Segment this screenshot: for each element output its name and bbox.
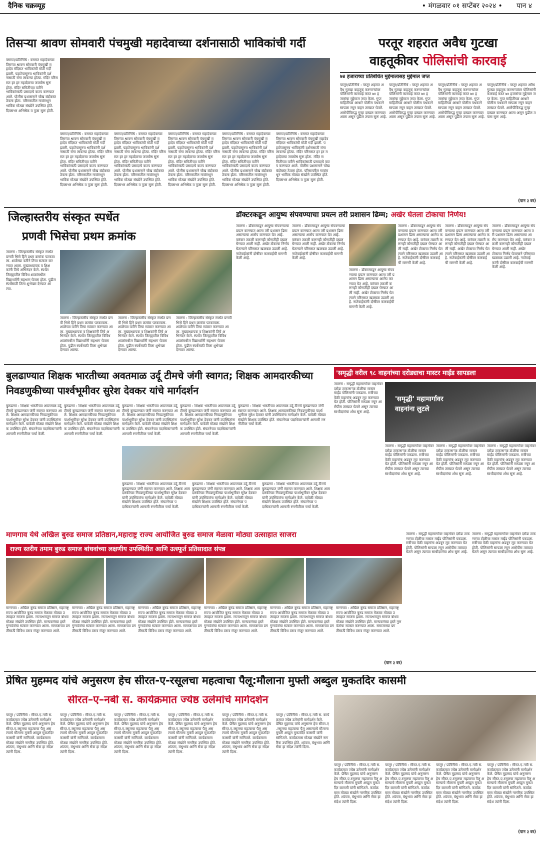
story5-body-col2: बुलढाणा : शिक्षक भारतीच्या अवतमाळ उर्दू टीमचे बुलढाण्यात जंगी स्वागत करण्यात आले. शिक्षक आमदारकीच्या निवडणुकीच्या पार्श्वभूमीवर सुरेश देवकर यांनी उपस्थितांना मार्गदर्शन केले. यावेळी मोठ्या संख्येने शिक्षक उपस्थित होते. संघटनेच्या पदाधिकाऱ्यांनी आगामी रणनीतीवर चर्चा केली. [64,404,120,436]
story3-body-col3: जालना : जिल्हास्तरीय संस्कृत स्पर्धेत प्रणवी भिसे हिने प्रथम क्रमांक पटकावला. शाळेच्या वतीने तिचा सत्कार करण्यात आला. मुख्याध्यापक व शिक्षकांनी तिचे अभिनंदन केले. स्पर्धेत जिल्ह्यातील विविध शाळांमधील विद्यार्थ्यांनी सहभाग घेतला होता. पुढील स्पर्धेसाठी तिला शुभेच्छा देण्यात आल्या. [118,316,171,353]
story6-body-col2: जालना : समृद्धी महामार्गावर वाहनांवर दरोडा टाकणाऱ्या टोळीचा मास्टर माईंड पोलिसांनी पकडला. रात्रीच्या वेळी वाहनांना अडवून लूट करण्यात येत होती. पोलिसांनी सापळा रचून आरोपीस ताब्यात घेतले असून त्याच्या साथीदारांचा शोध सुरू आहे. [385,444,434,476]
story1-body-left: वसमत/प्रतिनिधि : वसमत महादेवाच्या तिसऱ्या श्रावण सोमवारी पंचमुखी महादेव मंदिरात भाविकांची मोठी गर्दी झाली. पहाटेपासूनच भाविकांनी दर्शनासाठी रांगा लावल्या होत्या. मंदिर परिसरात हर हर महादेवाचा जयघोष सुरू होता. मंदिर समितीच्या वतीने भाविकांसाठी प्रसादाचे वाटप करण्यात आले. पोलीस प्रशासनाने चोख बंदोबस्त ठेवला होता. परिसरातील गावांमधून भाविक मोठ्या संख्येने उपस्थित होते. दिवसभर अभिषेक व पूजा सुरू होती. [6,58,58,113]
story7-body-col6: माणगाव : अखिल बुरुड समाज प्रतिष्ठान, महाराष्ट्र राज्य आयोजित बुरुड समाज मेळावा मोठ्या उत्साहात साजरा झाला. राज्यभरातून समाज बांधव मोठ्या संख्येने उपस्थित होते. मान्यवरांच्या हस्ते गुणवंतांचा सत्कार करण्यात आला. समाजाच्या प्रगतीसाठी विविध ठराव मंजूर करण्यात आले. [336,606,402,633]
story2-headline-line2 [340,54,536,71]
story4-headline-red: अखेर घेतला टोकाचा निर्णय! [390,211,467,219]
story5-body-col7: बुलढाणा : शिक्षक भारतीच्या अवतमाळ उर्दू टीमचे बुलढाण्यात जंगी स्वागत करण्यात आले. शिक्षक आमदारकीच्या निवडणुकीच्या पार्श्वभूमीवर सुरेश देवकर यांनी उपस्थितांना मार्गदर्शन केले. यावेळी मोठ्या संख्येने शिक्षक उपस्थित होते. संघटनेच्या पदाधिकाऱ्यांनी आगामी रणनीतीवर चर्चा केली. [192,482,260,509]
story6-caption-line1: 'समृद्धी' महामार्गावर [395,395,444,403]
story3-photo-felicitation [60,250,146,314]
story7-body-col4: माणगाव : अखिल बुरुड समाज प्रतिष्ठान, महाराष्ट्र राज्य आयोजित बुरुड समाज मेळावा मोठ्या उत्साहात साजरा झाला. राज्यभरातून समाज बांधव मोठ्या संख्येने उपस्थित होते. मान्यवरांच्या हस्ते गुणवंतांचा सत्कार करण्यात आला. समाजाच्या प्रगतीसाठी विविध ठराव मंजूर करण्यात आले. [204,606,268,633]
story1-body-col4: वसमत/प्रतिनिधि : वसमत महादेवाच्या तिसऱ्या श्रावण सोमवारी पंचमुखी महादेव मंदिरात भाविकांची मोठी गर्दी झाली. पहाटेपासूनच भाविकांनी दर्शनासाठी रांगा लावल्या होत्या. मंदिर परिसरात हर हर महादेवाचा जयघोष सुरू होता. मंदिर समितीच्या वतीने भाविकांसाठी प्रसादाचे वाटप करण्यात आले. पोलीस प्रशासनाने चोख बंदोबस्त ठेवला होता. परिसरातील गावांमधून भाविक मोठ्या संख्येने उपस्थित होते. दिवसभर अभिषेक व पूजा सुरू होती. [222,132,274,187]
story4-body-col5: जालना : डॉक्टरकडून आयुष्य संपवण्याचा प्रयत्न करण्यात आला तरी प्रशासन ढिम्म असल्याचा आरोप करण्यात येत आहे. वारंवार तक्रारी करूनही कोणतीही दखल घेण्यात आली नाही. अखेर टोकाचा निर्णय घेतल्याने परिसरात खळबळ उडाली आहे. नातेवाईकांनी दोषींवर कारवाईची मागणी केली आहे. [445,224,490,265]
story1-body-col1: वसमत/प्रतिनिधि : वसमत महादेवाच्या तिसऱ्या श्रावण सोमवारी पंचमुखी महादेव मंदिरात भाविकांची मोठी गर्दी झाली. पहाटेपासूनच भाविकांनी दर्शनासाठी रांगा लावल्या होत्या. मंदिर परिसरात हर हर महादेवाचा जयघोष सुरू होता. मंदिर समितीच्या वतीने भाविकांसाठी प्रसादाचे वाटप करण्यात आले. पोलीस प्रशासनाने चोख बंदोबस्त ठेवला होता. परिसरातील गावांमधून भाविक मोठ्या संख्येने उपस्थित होते. दिवसभर अभिषेक व पूजा सुरू होती. [60,132,112,187]
story7-photo-2 [106,558,204,604]
story8-body-col1: परतूर / प्रतिनिधि : सीरत-ए-नबी स. कार्यक्रमात ज्येष्ठ उलेमांनी मार्गदर्शन केले. प्रेषित मुहम्मद यांचे अनुसरण हेच सीरत-ए-रसूलचा महत्वाचा पैलू असल्याचे मौलाना मुफ्ती अब्दुल मुकतदिर कासमी यांनी सांगितले. कार्यक्रमास मोठ्या संख्येने नागरिक उपस्थित होते. शांतता, बंधुभाव आणि सेवा हा संदेश त्यांनी दिला. [6,713,56,754]
story4-photo-portrait [349,224,396,266]
story7-photo-1 [6,558,104,604]
paper-name: दैनिक चक्रव्यूह [8,2,46,10]
section-divider-3 [4,671,536,672]
story5-body-col3: बुलढाणा : शिक्षक भारतीच्या अवतमाळ उर्दू टीमचे बुलढाण्यात जंगी स्वागत करण्यात आले. शिक्षक आमदारकीच्या निवडणुकीच्या पार्श्वभूमीवर सुरेश देवकर यांनी उपस्थितांना मार्गदर्शन केले. यावेळी मोठ्या संख्येने शिक्षक उपस्थित होते. संघटनेच्या पदाधिकाऱ्यांनी आगामी रणनीतीवर चर्चा केली. [122,404,178,436]
story3-headline-line2: प्रणवी भिसेचा प्रथम क्रमांक [22,230,136,243]
story7-body-col1: माणगाव : अखिल बुरुड समाज प्रतिष्ठान, महाराष्ट्र राज्य आयोजित बुरुड समाज मेळावा मोठ्या उत्साहात साजरा झाला. राज्यभरातून समाज बांधव मोठ्या संख्येने उपस्थित होते. मान्यवरांच्या हस्ते गुणवंतांचा सत्कार करण्यात आला. समाजाच्या प्रगतीसाठी विविध ठराव मंजूर करण्यात आले. [6,606,70,633]
story1-body-col2: वसमत/प्रतिनिधि : वसमत महादेवाच्या तिसऱ्या श्रावण सोमवारी पंचमुखी महादेव मंदिरात भाविकांची मोठी गर्दी झाली. पहाटेपासूनच भाविकांनी दर्शनासाठी रांगा लावल्या होत्या. मंदिर परिसरात हर हर महादेवाचा जयघोष सुरू होता. मंदिर समितीच्या वतीने भाविकांसाठी प्रसादाचे वाटप करण्यात आले. पोलीस प्रशासनाने चोख बंदोबस्त ठेवला होता. परिसरातील गावांमधून भाविक मोठ्या संख्येने उपस्थित होते. दिवसभर अभिषेक व पूजा सुरू होती. [114,132,166,187]
story2-divider [340,72,536,73]
story4-body-col2: जालना : डॉक्टरकडून आयुष्य संपवण्याचा प्रयत्न करण्यात आला तरी प्रशासन ढिम्म असल्याचा आरोप करण्यात येत आहे. वारंवार तक्रारी करूनही कोणतीही दखल घेण्यात आली नाही. अखेर टोकाचा निर्णय घेतल्याने परिसरात खळबळ उडाली आहे. नातेवाईकांनी दोषींवर कारवाईची मागणी केली आहे. [292,224,346,261]
story5-body-col8: बुलढाणा : शिक्षक भारतीच्या अवतमाळ उर्दू टीमचे बुलढाण्यात जंगी स्वागत करण्यात आले. शिक्षक आमदारकीच्या निवडणुकीच्या पार्श्वभूमीवर सुरेश देवकर यांनी उपस्थितांना मार्गदर्शन केले. यावेळी मोठ्या संख्येने शिक्षक उपस्थित होते. संघटनेच्या पदाधिकाऱ्यांनी आगामी रणनीतीवर चर्चा केली. [262,482,330,509]
story4-headline-plain: डॉक्टरकडून आयुष्य संपवण्याचा प्रयत्न तरी प्रशासन ढिम्म; [236,211,391,219]
story2-continued: (पान ३ वर) [518,198,536,203]
story3-body-col1: जालना : जिल्हास्तरीय संस्कृत स्पर्धेत प्रणवी भिसे हिने प्रथम क्रमांक पटकावला. शाळेच्या वतीने तिचा सत्कार करण्यात आला. मुख्याध्यापक व शिक्षकांनी तिचे अभिनंदन केले. स्पर्धेत जिल्ह्यातील विविध शाळांमधील विद्यार्थ्यांनी सहभाग घेतला होता. पुढील स्पर्धेसाठी तिला शुभेच्छा देण्यात आल्या. [6,250,56,291]
story8-photo-gathering [334,695,536,761]
story8-body-col5: परतूर / प्रतिनिधि : सीरत-ए-नबी स. कार्यक्रमात ज्येष्ठ उलेमांनी मार्गदर्शन केले. प्रेषित मुहम्मद यांचे अनुसरण हेच सीरत-ए-रसूलचा महत्वाचा पैलू असल्याचे मौलाना मुफ्ती अब्दुल मुकतदिर कासमी यांनी सांगितले. कार्यक्रमास मोठ्या संख्येने नागरिक उपस्थित होते. शांतता, बंधुभाव आणि सेवा हा संदेश त्यांनी दिला. [222,713,272,754]
story1-body-col3: वसमत/प्रतिनिधि : वसमत महादेवाच्या तिसऱ्या श्रावण सोमवारी पंचमुखी महादेव मंदिरात भाविकांची मोठी गर्दी झाली. पहाटेपासूनच भाविकांनी दर्शनासाठी रांगा लावल्या होत्या. मंदिर परिसरात हर हर महादेवाचा जयघोष सुरू होता. मंदिर समितीच्या वतीने भाविकांसाठी प्रसादाचे वाटप करण्यात आले. पोलीस प्रशासनाने चोख बंदोबस्त ठेवला होता. परिसरातील गावांमधून भाविक मोठ्या संख्येने उपस्थित होते. दिवसभर अभिषेक व पूजा सुरू होती. [168,132,220,187]
story8-body-col3: परतूर / प्रतिनिधि : सीरत-ए-नबी स. कार्यक्रमात ज्येष्ठ उलेमांनी मार्गदर्शन केले. प्रेषित मुहम्मद यांचे अनुसरण हेच सीरत-ए-रसूलचा महत्वाचा पैलू असल्याचे मौलाना मुफ्ती अब्दुल मुकतदिर कासमी यांनी सांगितले. कार्यक्रमास मोठ्या संख्येने नागरिक उपस्थित होते. शांतता, बंधुभाव आणि सेवा हा संदेश त्यांनी दिला. [114,713,164,754]
story2-subheading: ७४ हजाराच्या प्रतिबंधित मुद्देमालासह मुद्देमाल जप्त [340,74,430,80]
section-divider-2 [4,364,536,365]
story2-headline-line1: परतूर शहरात अवैध गुटखा [378,36,498,50]
story4-body-col3: जालना : डॉक्टरकडून आयुष्य संपवण्याचा प्रयत्न करण्यात आला तरी प्रशासन ढिम्म असल्याचा आरोप करण्यात येत आहे. वारंवार तक्रारी करूनही कोणतीही दखल घेण्यात आली नाही. अखेर टोकाचा निर्णय घेतल्याने परिसरात खळबळ उडाली आहे. नातेवाईकांनी दोषींवर कारवाईची मागणी केली आहे. [349,268,395,309]
story5-body-col5: बुलढाणा : शिक्षक भारतीच्या अवतमाळ उर्दू टीमचे बुलढाण्यात जंगी स्वागत करण्यात आले. शिक्षक आमदारकीच्या निवडणुकीच्या पार्श्वभूमीवर सुरेश देवकर यांनी उपस्थितांना मार्गदर्शन केले. यावेळी मोठ्या संख्येने शिक्षक उपस्थित होते. संघटनेच्या पदाधिकाऱ्यांनी आगामी रणनीतीवर चर्चा केली. [238,404,326,427]
story6-headline: 'समृद्धी वरील ९८ वाहनांच्या दरोड्याचा मास्टर माईंड सापडला [334,367,536,379]
story7-body-col3: माणगाव : अखिल बुरुड समाज प्रतिष्ठान, महाराष्ट्र राज्य आयोजित बुरुड समाज मेळावा मोठ्या उत्साहात साजरा झाला. राज्यभरातून समाज बांधव मोठ्या संख्येने उपस्थित होते. मान्यवरांच्या हस्ते गुणवंतांचा सत्कार करण्यात आला. समाजाच्या प्रगतीसाठी विविध ठराव मंजूर करण्यात आले. [138,606,202,633]
story7-body-col5: माणगाव : अखिल बुरुड समाज प्रतिष्ठान, महाराष्ट्र राज्य आयोजित बुरुड समाज मेळावा मोठ्या उत्साहात साजरा झाला. राज्यभरातून समाज बांधव मोठ्या संख्येने उपस्थित होते. मान्यवरांच्या हस्ते गुणवंतांचा सत्कार करण्यात आला. समाजाच्या प्रगतीसाठी विविध ठराव मंजूर करण्यात आले. [270,606,334,633]
story8-headline: प्रेषित मुहम्मद यांचे अनुसरण हेच सीरत-ए-रसूलचा महत्वाचा पैलू:मौलाना मुफ्ती अब्दुल मुकतदिर कासमी [6,675,406,687]
story4-body-col6: जालना : डॉक्टरकडून आयुष्य संपवण्याचा प्रयत्न करण्यात आला तरी प्रशासन ढिम्म असल्याचा आरोप करण्यात येत आहे. वारंवार तक्रारी करूनही कोणतीही दखल घेण्यात आली नाही. अखेर टोकाचा निर्णय घेतल्याने परिसरात खळबळ उडाली आहे. नातेवाईकांनी दोषींवर कारवाईची मागणी केली आहे. [492,224,536,270]
story3-body-col4: जालना : जिल्हास्तरीय संस्कृत स्पर्धेत प्रणवी भिसे हिने प्रथम क्रमांक पटकावला. शाळेच्या वतीने तिचा सत्कार करण्यात आला. मुख्याध्यापक व शिक्षकांनी तिचे अभिनंदन केले. स्पर्धेत जिल्ह्यातील विविध शाळांमधील विद्यार्थ्यांनी सहभाग घेतला होता. पुढील स्पर्धेसाठी तिला शुभेच्छा देण्यात आल्या. [176,316,232,353]
story5-body-col4: बुलढाणा : शिक्षक भारतीच्या अवतमाळ उर्दू टीमचे बुलढाण्यात जंगी स्वागत करण्यात आले. शिक्षक आमदारकीच्या निवडणुकीच्या पार्श्वभूमीवर सुरेश देवकर यांनी उपस्थितांना मार्गदर्शन केले. यावेळी मोठ्या संख्येने शिक्षक उपस्थित होते. संघटनेच्या पदाधिकाऱ्यांनी आगामी रणनीतीवर चर्चा केली. [180,404,236,436]
story3-photo-award [150,250,232,314]
story2-headline-plain: वाहतूकीवर [369,54,423,68]
page-number: पान ४ [516,2,532,10]
story1-headline: तिसऱ्या श्रावण सोमवारी पंचमुखी महादेवाच्या दर्शनासाठी भाविकांची गर्दी [6,37,306,50]
story7-photo-3 [206,558,304,604]
page-header [0,0,540,14]
story1-body-col5: वसमत/प्रतिनिधि : वसमत महादेवाच्या तिसऱ्या श्रावण सोमवारी पंचमुखी महादेव मंदिरात भाविकांची मोठी गर्दी झाली. पहाटेपासूनच भाविकांनी दर्शनासाठी रांगा लावल्या होत्या. मंदिर परिसरात हर हर महादेवाचा जयघोष सुरू होता. मंदिर समितीच्या वतीने भाविकांसाठी प्रसादाचे वाटप करण्यात आले. पोलीस प्रशासनाने चोख बंदोबस्त ठेवला होता. परिसरातील गावांमधून भाविक मोठ्या संख्येने उपस्थित होते. दिवसभर अभिषेक व पूजा सुरू होती. [276,132,330,182]
story8-body-col9: परतूर / प्रतिनिधि : सीरत-ए-नबी स. कार्यक्रमात ज्येष्ठ उलेमांनी मार्गदर्शन केले. प्रेषित मुहम्मद यांचे अनुसरण हेच सीरत-ए-रसूलचा महत्वाचा पैलू असल्याचे मौलाना मुफ्ती अब्दुल मुकतदिर कासमी यांनी सांगितले. कार्यक्रमास मोठ्या संख्येने नागरिक उपस्थित होते. शांतता, बंधुभाव आणि सेवा हा संदेश त्यांनी दिला. [436,763,485,804]
story6-body-col5: जालना : समृद्धी महामार्गावर वाहनांवर दरोडा टाकणाऱ्या टोळीचा मास्टर माईंड पोलिसांनी पकडला. रात्रीच्या वेळी वाहनांना अडवून लूट करण्यात येत होती. पोलिसांनी सापळा रचून आरोपीस ताब्यात घेतले असून त्याच्या साथीदारांचा शोध सुरू आहे. [406,532,470,555]
story7-continued: (पान ३ वर) [384,660,402,665]
story6-body-col6: जालना : समृद्धी महामार्गावर वाहनांवर दरोडा टाकणाऱ्या टोळीचा मास्टर माईंड पोलिसांनी पकडला. रात्रीच्या वेळी वाहनांना अडवून लूट करण्यात येत होती. पोलिसांनी सापळा रचून आरोपीस ताब्यात घेतले असून त्याच्या साथीदारांचा शोध सुरू आहे. [472,532,536,555]
story8-body-col4: परतूर / प्रतिनिधि : सीरत-ए-नबी स. कार्यक्रमात ज्येष्ठ उलेमांनी मार्गदर्शन केले. प्रेषित मुहम्मद यांचे अनुसरण हेच सीरत-ए-रसूलचा महत्वाचा पैलू असल्याचे मौलाना मुफ्ती अब्दुल मुकतदिर कासमी यांनी सांगितले. कार्यक्रमास मोठ्या संख्येने नागरिक उपस्थित होते. शांतता, बंधुभाव आणि सेवा हा संदेश त्यांनी दिला. [168,713,218,754]
story8-body-col2: परतूर / प्रतिनिधि : सीरत-ए-नबी स. कार्यक्रमात ज्येष्ठ उलेमांनी मार्गदर्शन केले. प्रेषित मुहम्मद यांचे अनुसरण हेच सीरत-ए-रसूलचा महत्वाचा पैलू असल्याचे मौलाना मुफ्ती अब्दुल मुकतदिर कासमी यांनी सांगितले. कार्यक्रमास मोठ्या संख्येने नागरिक उपस्थित होते. शांतता, बंधुभाव आणि सेवा हा संदेश त्यांनी दिला. [60,713,110,754]
story8-body-col8: परतूर / प्रतिनिधि : सीरत-ए-नबी स. कार्यक्रमात ज्येष्ठ उलेमांनी मार्गदर्शन केले. प्रेषित मुहम्मद यांचे अनुसरण हेच सीरत-ए-रसूलचा महत्वाचा पैलू असल्याचे मौलाना मुफ्ती अब्दुल मुकतदिर कासमी यांनी सांगितले. कार्यक्रमास मोठ्या संख्येने नागरिक उपस्थित होते. शांतता, बंधुभाव आणि सेवा हा संदेश त्यांनी दिला. [385,763,434,804]
story6-body-col3: जालना : समृद्धी महामार्गावर वाहनांवर दरोडा टाकणाऱ्या टोळीचा मास्टर माईंड पोलिसांनी पकडला. रात्रीच्या वेळी वाहनांना अडवून लूट करण्यात येत होती. पोलिसांनी सापळा रचून आरोपीस ताब्यात घेतले असून त्याच्या साथीदारांचा शोध सुरू आहे. [436,444,485,476]
story2-body-col3: परतूर/प्रतिनिधि : परतूर शहरात अवैध गुटखा वाहतूक करणाऱ्यांवर पोलिसांनी कारवाई करत ७४ हजारांचा मुद्देमाल जप्त केला. गुप्त माहितीच्या आधारे पोलीस पथकाने सापळा रचून वाहन ताब्यात घेतले. आरोपीविरुद्ध गुन्हा दाखल करण्यात आला असून पुढील तपास सुरू आहे. [438,83,485,120]
story8-body-col7: परतूर / प्रतिनिधि : सीरत-ए-नबी स. कार्यक्रमात ज्येष्ठ उलेमांनी मार्गदर्शन केले. प्रेषित मुहम्मद यांचे अनुसरण हेच सीरत-ए-रसूलचा महत्वाचा पैलू असल्याचे मौलाना मुफ्ती अब्दुल मुकतदिर कासमी यांनी सांगितले. कार्यक्रमास मोठ्या संख्येने नागरिक उपस्थित होते. शांतता, बंधुभाव आणि सेवा हा संदेश त्यांनी दिला. [334,763,383,804]
story1-photo-temple-crowd [60,58,330,130]
story8-continued: (पान ३ वर) [518,829,536,834]
story6-caption-line2: वाहनांना लुटले [395,405,430,413]
story8-body-col6: परतूर / प्रतिनिधि : सीरत-ए-नबी स. कार्यक्रमात ज्येष्ठ उलेमांनी मार्गदर्शन केले. प्रेषित मुहम्मद यांचे अनुसरण हेच सीरत-ए-रसूलचा महत्वाचा पैलू असल्याचे मौलाना मुफ्ती अब्दुल मुकतदिर कासमी यांनी सांगितले. कार्यक्रमास मोठ्या संख्येने नागरिक उपस्थित होते. शांतता, बंधुभाव आणि सेवा हा संदेश त्यांनी दिला. [276,713,330,750]
story8-body-col10: परतूर / प्रतिनिधि : सीरत-ए-नबी स. कार्यक्रमात ज्येष्ठ उलेमांनी मार्गदर्शन केले. प्रेषित मुहम्मद यांचे अनुसरण हेच सीरत-ए-रसूलचा महत्वाचा पैलू असल्याचे मौलाना मुफ्ती अब्दुल मुकतदिर कासमी यांनी सांगितले. कार्यक्रमास मोठ्या संख्येने नागरिक उपस्थित होते. शांतता, बंधुभाव आणि सेवा हा संदेश त्यांनी दिला. [487,763,536,804]
story7-body-col2: माणगाव : अखिल बुरुड समाज प्रतिष्ठान, महाराष्ट्र राज्य आयोजित बुरुड समाज मेळावा मोठ्या उत्साहात साजरा झाला. राज्यभरातून समाज बांधव मोठ्या संख्येने उपस्थित होते. मान्यवरांच्या हस्ते गुणवंतांचा सत्कार करण्यात आला. समाजाच्या प्रगतीसाठी विविध ठराव मंजूर करण्यात आले. [72,606,136,633]
section-divider-1 [4,207,536,208]
story2-headline-red: पोलिसांची कारवाई [422,54,507,68]
story5-photo-welcome [122,446,330,480]
story4-body-col1: जालना : डॉक्टरकडून आयुष्य संपवण्याचा प्रयत्न करण्यात आला तरी प्रशासन ढिम्म असल्याचा आरोप करण्यात येत आहे. वारंवार तक्रारी करूनही कोणतीही दखल घेण्यात आली नाही. अखेर टोकाचा निर्णय घेतल्याने परिसरात खळबळ उडाली आहे. नातेवाईकांनी दोषींवर कारवाईची मागणी केली आहे. [236,224,290,261]
story5-headline: बुलढाण्यात शिक्षक भारतीच्या अवतमाळ उर्दू टीमचे जंगी स्वागत; शिक्षक आमदारकीच्या निवडणुकीच्या पार्श्वभूमीवर सुरेश देवकर यांचे मार्गदर्शन [6,371,313,397]
story3-headline-line1: जिल्हास्तरीय संस्कृत स्पर्धेत [8,211,120,224]
story7-headline: माणगाव येथे अखिल बुरुड समाज प्रतिष्ठान,महाराष्ट्र राज्य आयोजित बुरुड समाज मेळावा मोठ्या उत्साहात साजरा [6,531,297,539]
story5-body-col1: बुलढाणा : शिक्षक भारतीच्या अवतमाळ उर्दू टीमचे बुलढाण्यात जंगी स्वागत करण्यात आले. शिक्षक आमदारकीच्या निवडणुकीच्या पार्श्वभूमीवर सुरेश देवकर यांनी उपस्थितांना मार्गदर्शन केले. यावेळी मोठ्या संख्येने शिक्षक उपस्थित होते. संघटनेच्या पदाधिकाऱ्यांनी आगामी रणनीतीवर चर्चा केली. [6,404,62,436]
story2-body-col2: परतूर/प्रतिनिधि : परतूर शहरात अवैध गुटखा वाहतूक करणाऱ्यांवर पोलिसांनी कारवाई करत ७४ हजारांचा मुद्देमाल जप्त केला. गुप्त माहितीच्या आधारे पोलीस पथकाने सापळा रचून वाहन ताब्यात घेतले. आरोपीविरुद्ध गुन्हा दाखल करण्यात आला असून पुढील तपास सुरू आहे. [389,83,436,120]
story2-body-col1: परतूर/प्रतिनिधि : परतूर शहरात अवैध गुटखा वाहतूक करणाऱ्यांवर पोलिसांनी कारवाई करत ७४ हजारांचा मुद्देमाल जप्त केला. गुप्त माहितीच्या आधारे पोलीस पथकाने सापळा रचून वाहन ताब्यात घेतले. आरोपीविरुद्ध गुन्हा दाखल करण्यात आला असून पुढील तपास सुरू आहे. [340,83,387,120]
story2-body-col4: परतूर/प्रतिनिधि : परतूर शहरात अवैध गुटखा वाहतूक करणाऱ्यांवर पोलिसांनी कारवाई करत ७४ हजारांचा मुद्देमाल जप्त केला. गुप्त माहितीच्या आधारे पोलीस पथकाने सापळा रचून वाहन ताब्यात घेतले. आरोपीविरुद्ध गुन्हा दाखल करण्यात आला असून पुढील तपास सुरू आहे. [487,83,536,120]
story6-body-col4: जालना : समृद्धी महामार्गावर वाहनांवर दरोडा टाकणाऱ्या टोळीचा मास्टर माईंड पोलिसांनी पकडला. रात्रीच्या वेळी वाहनांना अडवून लूट करण्यात येत होती. पोलिसांनी सापळा रचून आरोपीस ताब्यात घेतले असून त्याच्या साथीदारांचा शोध सुरू आहे. [487,444,536,476]
story4-body-col4: जालना : डॉक्टरकडून आयुष्य संपवण्याचा प्रयत्न करण्यात आला तरी प्रशासन ढिम्म असल्याचा आरोप करण्यात येत आहे. वारंवार तक्रारी करूनही कोणतीही दखल घेण्यात आली नाही. अखेर टोकाचा निर्णय घेतल्याने परिसरात खळबळ उडाली आहे. नातेवाईकांनी दोषींवर कारवाईची मागणी केली आहे. [398,224,443,265]
story6-photo-highway [385,382,536,442]
issue-date: • मंगळवार ०१ सप्टेंबर २०२४ • [421,2,503,10]
story3-body-col2: जालना : जिल्हास्तरीय संस्कृत स्पर्धेत प्रणवी भिसे हिने प्रथम क्रमांक पटकावला. शाळेच्या वतीने तिचा सत्कार करण्यात आला. मुख्याध्यापक व शिक्षकांनी तिचे अभिनंदन केले. स्पर्धेत जिल्ह्यातील विविध शाळांमधील विद्यार्थ्यांनी सहभाग घेतला होता. पुढील स्पर्धेसाठी तिला शुभेच्छा देण्यात आल्या. [60,316,113,353]
story7-photo-4 [306,558,402,604]
story7-band: राज्य स्तरीय तमाम बुरुड समाज बांधवांच्या लक्षणीय उपस्थितीत आणि उत्स्फूर्त प्रतिसादात संपन्न [6,544,402,556]
story8-subhead: सीरत–ए–नबी स. कार्यक्रमात ज्येष्ठ उलेमांचे मार्गदर्शन [67,695,269,706]
story5-body-col6: बुलढाणा : शिक्षक भारतीच्या अवतमाळ उर्दू टीमचे बुलढाण्यात जंगी स्वागत करण्यात आले. शिक्षक आमदारकीच्या निवडणुकीच्या पार्श्वभूमीवर सुरेश देवकर यांनी उपस्थितांना मार्गदर्शन केले. यावेळी मोठ्या संख्येने शिक्षक उपस्थित होते. संघटनेच्या पदाधिकाऱ्यांनी आगामी रणनीतीवर चर्चा केली. [122,482,190,509]
story6-body-col1: जालना : समृद्धी महामार्गावर वाहनांवर दरोडा टाकणाऱ्या टोळीचा मास्टर माईंड पोलिसांनी पकडला. रात्रीच्या वेळी वाहनांना अडवून लूट करण्यात येत होती. पोलिसांनी सापळा रचून आरोपीस ताब्यात घेतले असून त्याच्या साथीदारांचा शोध सुरू आहे. [334,382,383,414]
story4-headline [236,211,536,221]
